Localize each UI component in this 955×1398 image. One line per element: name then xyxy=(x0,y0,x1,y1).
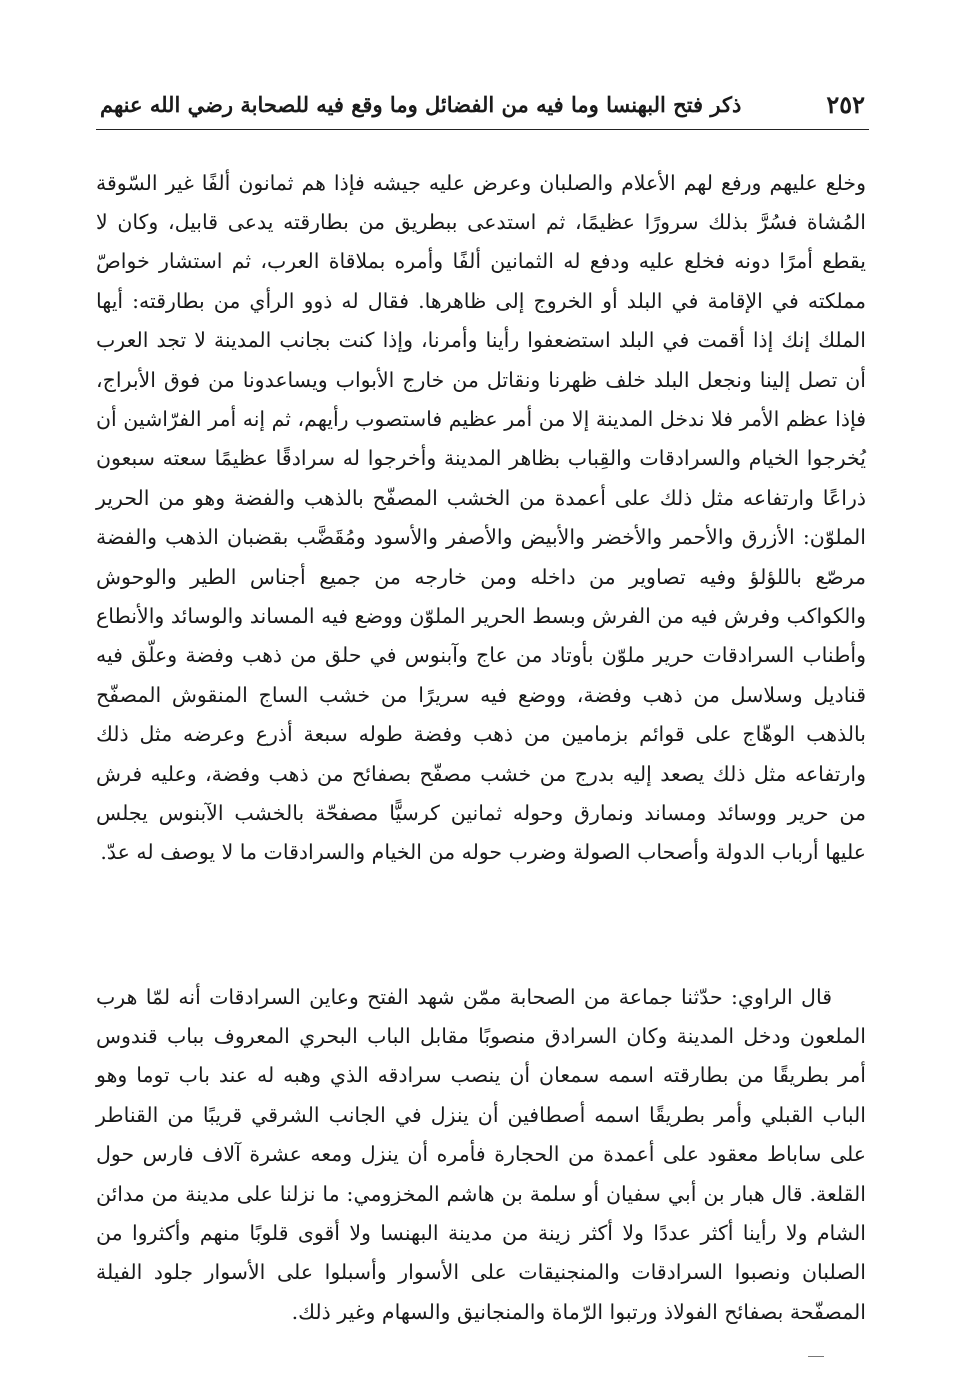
body-paragraph-1: وخلع عليهم ورفع لهم الأعلام والصلبان وعرض عليه جيشه فإذا هم ثمانون ألفًا غير السّوقة المُشاة فسُرَّ بذلك سرورًا عظيمًا، ثم استدعى ببطريق من بطارقته يدعى قابيل، وكان لا يقطع أمرًا دونه فخلع عليه ودفع له الثمانين ألفًا وأمره بملاقاة العرب، ثم استشار خواصّ مملكته في الإقامة في البلد أو الخروج إلى ظاهرها. فقال له ذوو الرأي من بطارقته: أيها الملك إنك إذا أقمت في البلد استضعفوا رأينا وأمرنا، وإذا كنت بجانب المدينة لا تجد العرب أن تصل إلينا ونجعل البلد خلف ظهرنا ونقاتل من خارج الأبواب ويساعدونا من فوق الأبراج، فإذا عظم الأمر فلا ندخل المدينة إلا من أمر عظيم فاستصوب رأيهم، ثم إنه أمر الفرّاشين أن يُخرجوا الخيام والسرادقات والقِباب بظاهر المدينة وأخرجوا له سرادقًا عظيمًا سعته سبعون ذراعًا وارتفاعه مثل ذلك على أعمدة من الخشب المصفّح بالذهب والفضة وهو من الحرير الملوّن: الأزرق والأحمر والأخضر والأبيض والأصفر والأسود ومُقَضَّب بقضبان الذهب والفضة مرصّع باللؤلؤ وفيه تصاوير من داخله ومن خارجه من جميع أجناس الطير والوحوش والكواكب وفرش فيه من الفرش وبسط الحرير الملوّن ووضع فيه المساند والوسائد والأنطاع وأطناب السرادقات حرير ملوّن بأوتاد من عاج وآبنوس في حلق من ذهب وفضة وعلّق فيه قناديل وسلاسل من ذهب وفضة، ووضع فيه سريرًا من خشب الساج المنقوش المصفّح بالذهب الوهّاج على قوائم بزمامين من ذهب وفضة طوله سبعة أذرع وعرضه مثل ذلك وارتفاعه مثل ذلك يصعد إليه بدرج من خشب مصفّح بصفائح من ذهب وفضة، وعليه فرش من حرير ووسائد ومساند ونمارق وحوله ثمانين كرسيًّا مصفحّة بالخشب الآبنوس يجلس عليها أرباب الدولة وأصحاب الصولة وضرب حوله من الخيام والسرادقات ما لا يوصف له عدّ. xyxy=(96,170,866,865)
running-head xyxy=(100,84,865,124)
body-paragraph-2: قال الراوي: حدّثنا جماعة من الصحابة ممّن شهد الفتح وعاين السرادقات أنه لمّا هرب الملعون ودخل المدينة وكان السرادق منصوبًا مقابل الباب البحري المعروف بباب قندوس أمر بطريقًا من بطارقته اسمه سمعان أن ينصب سرادقه الذي وهبه له عند باب توما وهو الباب القبلي وأمر بطريقًا اسمه أصطافين أن ينزل في الجانب الشرقي قريبًا من القناطر على ساباط معقود على أعمدة من الحجارة فأمره أن ينزل ومعه عشرة آلاف فارس حول القلعة. قال هبار بن أبي سفيان أو سلمة بن هاشم المخزومي: ما نزلنا على مدينة من مدائن الشام ولا رأينا أكثر عددًا ولا أكثر زينة من مدينة البهنسا ولا أقوى قلوبًا منهم وأكثروا من الصلبان ونصبوا السرادقات والمنجنيقات على الأسوار وأسبلوا على الأسوار جلود الفيلة المصفّحة بصفائح الفولاذ ورتبوا الرّماة والمنجانيق والسهام وغير ذلك. xyxy=(96,984,866,1324)
footer-mark xyxy=(808,1356,824,1357)
running-title: ذكر فتح البهنسا وما فيه من الفضائل وما وقع فيه للصحابة رضي الله عنهم xyxy=(100,91,742,117)
page-number: ٢٥٢ xyxy=(826,89,865,119)
header-rule xyxy=(96,129,869,130)
